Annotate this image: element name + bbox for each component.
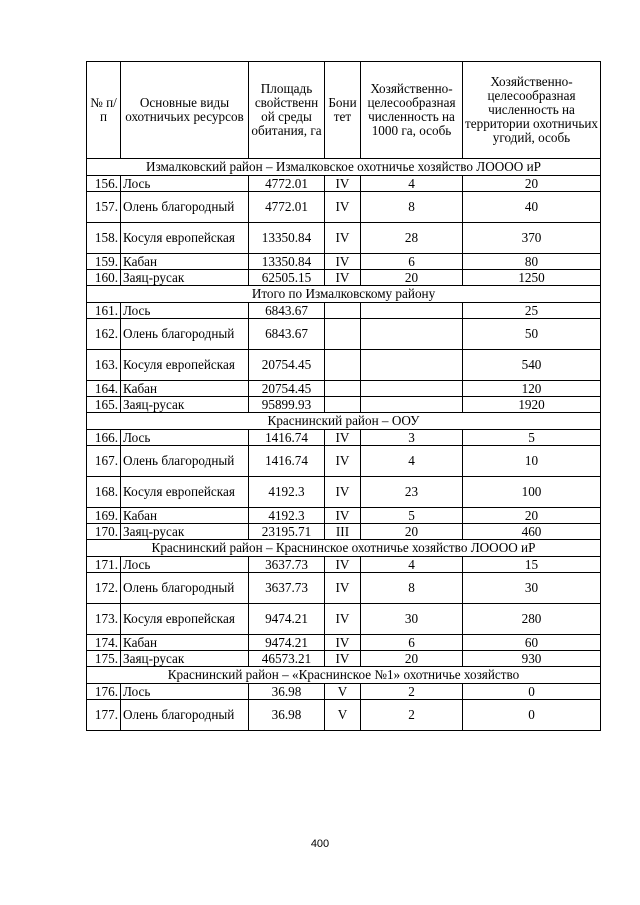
total-count: 25 — [463, 303, 601, 319]
habitat-area: 36.98 — [249, 700, 325, 731]
total-count: 20 — [463, 176, 601, 192]
bonitet-class: IV — [325, 254, 361, 270]
habitat-area: 6843.67 — [249, 303, 325, 319]
species-name: Олень благородный — [121, 573, 249, 604]
bonitet-class: IV — [325, 270, 361, 286]
density-value: 6 — [361, 254, 463, 270]
density-value — [361, 303, 463, 319]
habitat-area: 13350.84 — [249, 223, 325, 254]
total-count: 100 — [463, 477, 601, 508]
habitat-area: 3637.73 — [249, 573, 325, 604]
habitat-area: 62505.15 — [249, 270, 325, 286]
species-name: Косуля европейская — [121, 604, 249, 635]
bonitet-class: IV — [325, 635, 361, 651]
habitat-area: 9474.21 — [249, 604, 325, 635]
row-number: 156. — [87, 176, 121, 192]
table-row — [87, 303, 601, 319]
species-name: Заяц-русак — [121, 651, 249, 667]
table-row — [87, 254, 601, 270]
density-value: 2 — [361, 684, 463, 700]
species-name: Олень благородный — [121, 319, 249, 350]
section-row — [87, 159, 601, 176]
species-name: Лось — [121, 303, 249, 319]
row-number: 165. — [87, 397, 121, 413]
table-row — [87, 192, 601, 223]
habitat-area: 3637.73 — [249, 557, 325, 573]
density-value: 6 — [361, 635, 463, 651]
section-title: Измалковский район – Измалковское охотничье хозяйство ЛОООО иР — [87, 159, 601, 176]
page-number: 400 — [310, 838, 330, 850]
table-row — [87, 176, 601, 192]
table-row — [87, 684, 601, 700]
table-row — [87, 381, 601, 397]
table-row — [87, 635, 601, 651]
table-row — [87, 270, 601, 286]
bonitet-class: IV — [325, 430, 361, 446]
density-value: 30 — [361, 604, 463, 635]
table-row — [87, 477, 601, 508]
bonitet-class: IV — [325, 176, 361, 192]
species-name: Косуля европейская — [121, 477, 249, 508]
habitat-area: 6843.67 — [249, 319, 325, 350]
header-total: Хозяйственно-целесообразная численность на территории охотничьих угодий, особь — [463, 62, 601, 159]
density-value: 20 — [361, 270, 463, 286]
total-count: 10 — [463, 446, 601, 477]
habitat-area: 9474.21 — [249, 635, 325, 651]
section-row — [87, 540, 601, 557]
bonitet-class: III — [325, 524, 361, 540]
density-value — [361, 381, 463, 397]
bonitet-class: IV — [325, 192, 361, 223]
section-row — [87, 286, 601, 303]
density-value: 20 — [361, 651, 463, 667]
bonitet-class — [325, 319, 361, 350]
species-name: Олень благородный — [121, 192, 249, 223]
habitat-area: 4192.3 — [249, 508, 325, 524]
habitat-area: 36.98 — [249, 684, 325, 700]
habitat-area: 20754.45 — [249, 350, 325, 381]
header-bonitet: Бони тет — [325, 62, 361, 159]
bonitet-class — [325, 397, 361, 413]
species-name: Лось — [121, 557, 249, 573]
table-row — [87, 700, 601, 731]
row-number: 164. — [87, 381, 121, 397]
bonitet-class: V — [325, 684, 361, 700]
total-count: 50 — [463, 319, 601, 350]
total-count: 0 — [463, 700, 601, 731]
header-area: Площадь свойственн ой среды обитания, га — [249, 62, 325, 159]
bonitet-class: IV — [325, 651, 361, 667]
species-name: Олень благородный — [121, 446, 249, 477]
hunting-resources-table — [86, 61, 601, 731]
total-count: 30 — [463, 573, 601, 604]
habitat-area: 4192.3 — [249, 477, 325, 508]
header-num: № п/п — [87, 62, 121, 159]
bonitet-class: IV — [325, 557, 361, 573]
row-number: 173. — [87, 604, 121, 635]
section-row — [87, 413, 601, 430]
habitat-area: 23195.71 — [249, 524, 325, 540]
density-value: 8 — [361, 192, 463, 223]
habitat-area: 1416.74 — [249, 446, 325, 477]
row-number: 167. — [87, 446, 121, 477]
row-number: 175. — [87, 651, 121, 667]
total-count: 540 — [463, 350, 601, 381]
density-value: 4 — [361, 176, 463, 192]
total-count: 460 — [463, 524, 601, 540]
habitat-area: 20754.45 — [249, 381, 325, 397]
section-title: Итого по Измалковскому району — [87, 286, 601, 303]
table-row — [87, 604, 601, 635]
table-row — [87, 508, 601, 524]
row-number: 160. — [87, 270, 121, 286]
bonitet-class: IV — [325, 446, 361, 477]
density-value — [361, 319, 463, 350]
table-row — [87, 651, 601, 667]
bonitet-class: V — [325, 700, 361, 731]
species-name: Олень благородный — [121, 700, 249, 731]
row-number: 172. — [87, 573, 121, 604]
table-row — [87, 446, 601, 477]
table-row — [87, 223, 601, 254]
bonitet-class — [325, 381, 361, 397]
header-species: Основные виды охотничьих ресурсов — [121, 62, 249, 159]
row-number: 158. — [87, 223, 121, 254]
table-row — [87, 557, 601, 573]
species-name: Заяц-русак — [121, 270, 249, 286]
total-count: 80 — [463, 254, 601, 270]
bonitet-class: IV — [325, 604, 361, 635]
density-value: 20 — [361, 524, 463, 540]
total-count: 1920 — [463, 397, 601, 413]
total-count: 120 — [463, 381, 601, 397]
species-name: Лось — [121, 430, 249, 446]
density-value — [361, 350, 463, 381]
table-row — [87, 319, 601, 350]
species-name: Кабан — [121, 508, 249, 524]
table-row — [87, 350, 601, 381]
total-count: 60 — [463, 635, 601, 651]
row-number: 177. — [87, 700, 121, 731]
section-row — [87, 667, 601, 684]
bonitet-class: IV — [325, 223, 361, 254]
habitat-area: 4772.01 — [249, 176, 325, 192]
row-number: 168. — [87, 477, 121, 508]
species-name: Лось — [121, 176, 249, 192]
habitat-area: 13350.84 — [249, 254, 325, 270]
habitat-area: 4772.01 — [249, 192, 325, 223]
species-name: Кабан — [121, 254, 249, 270]
total-count: 15 — [463, 557, 601, 573]
row-number: 166. — [87, 430, 121, 446]
row-number: 163. — [87, 350, 121, 381]
density-value: 4 — [361, 557, 463, 573]
table-header-row — [87, 62, 601, 159]
row-number: 176. — [87, 684, 121, 700]
density-value: 3 — [361, 430, 463, 446]
row-number: 159. — [87, 254, 121, 270]
species-name: Заяц-русак — [121, 524, 249, 540]
section-title: Краснинский район – ООУ — [87, 413, 601, 430]
bonitet-class: IV — [325, 508, 361, 524]
species-name: Кабан — [121, 381, 249, 397]
density-value — [361, 397, 463, 413]
species-name: Кабан — [121, 635, 249, 651]
table-body — [87, 159, 601, 731]
total-count: 370 — [463, 223, 601, 254]
habitat-area: 1416.74 — [249, 430, 325, 446]
total-count: 20 — [463, 508, 601, 524]
species-name: Косуля европейская — [121, 350, 249, 381]
total-count: 5 — [463, 430, 601, 446]
row-number: 171. — [87, 557, 121, 573]
bonitet-class — [325, 303, 361, 319]
total-count: 40 — [463, 192, 601, 223]
density-value: 5 — [361, 508, 463, 524]
habitat-area: 95899.93 — [249, 397, 325, 413]
density-value: 8 — [361, 573, 463, 604]
row-number: 170. — [87, 524, 121, 540]
total-count: 1250 — [463, 270, 601, 286]
species-name: Заяц-русак — [121, 397, 249, 413]
row-number: 157. — [87, 192, 121, 223]
total-count: 0 — [463, 684, 601, 700]
table-row — [87, 573, 601, 604]
row-number: 161. — [87, 303, 121, 319]
density-value: 23 — [361, 477, 463, 508]
species-name: Лось — [121, 684, 249, 700]
row-number: 174. — [87, 635, 121, 651]
table-row — [87, 397, 601, 413]
species-name: Косуля европейская — [121, 223, 249, 254]
section-title: Краснинский район – Краснинское охотничье хозяйство ЛОООО иР — [87, 540, 601, 557]
density-value: 28 — [361, 223, 463, 254]
total-count: 280 — [463, 604, 601, 635]
row-number: 169. — [87, 508, 121, 524]
density-value: 2 — [361, 700, 463, 731]
bonitet-class: IV — [325, 573, 361, 604]
total-count: 930 — [463, 651, 601, 667]
habitat-area: 46573.21 — [249, 651, 325, 667]
density-value: 4 — [361, 446, 463, 477]
header-density: Хозяйственно-целесообразная численность на 1000 га, особь — [361, 62, 463, 159]
table-row — [87, 524, 601, 540]
section-title: Краснинский район – «Краснинское №1» охотничье хозяйство — [87, 667, 601, 684]
bonitet-class — [325, 350, 361, 381]
bonitet-class: IV — [325, 477, 361, 508]
table-row — [87, 430, 601, 446]
row-number: 162. — [87, 319, 121, 350]
